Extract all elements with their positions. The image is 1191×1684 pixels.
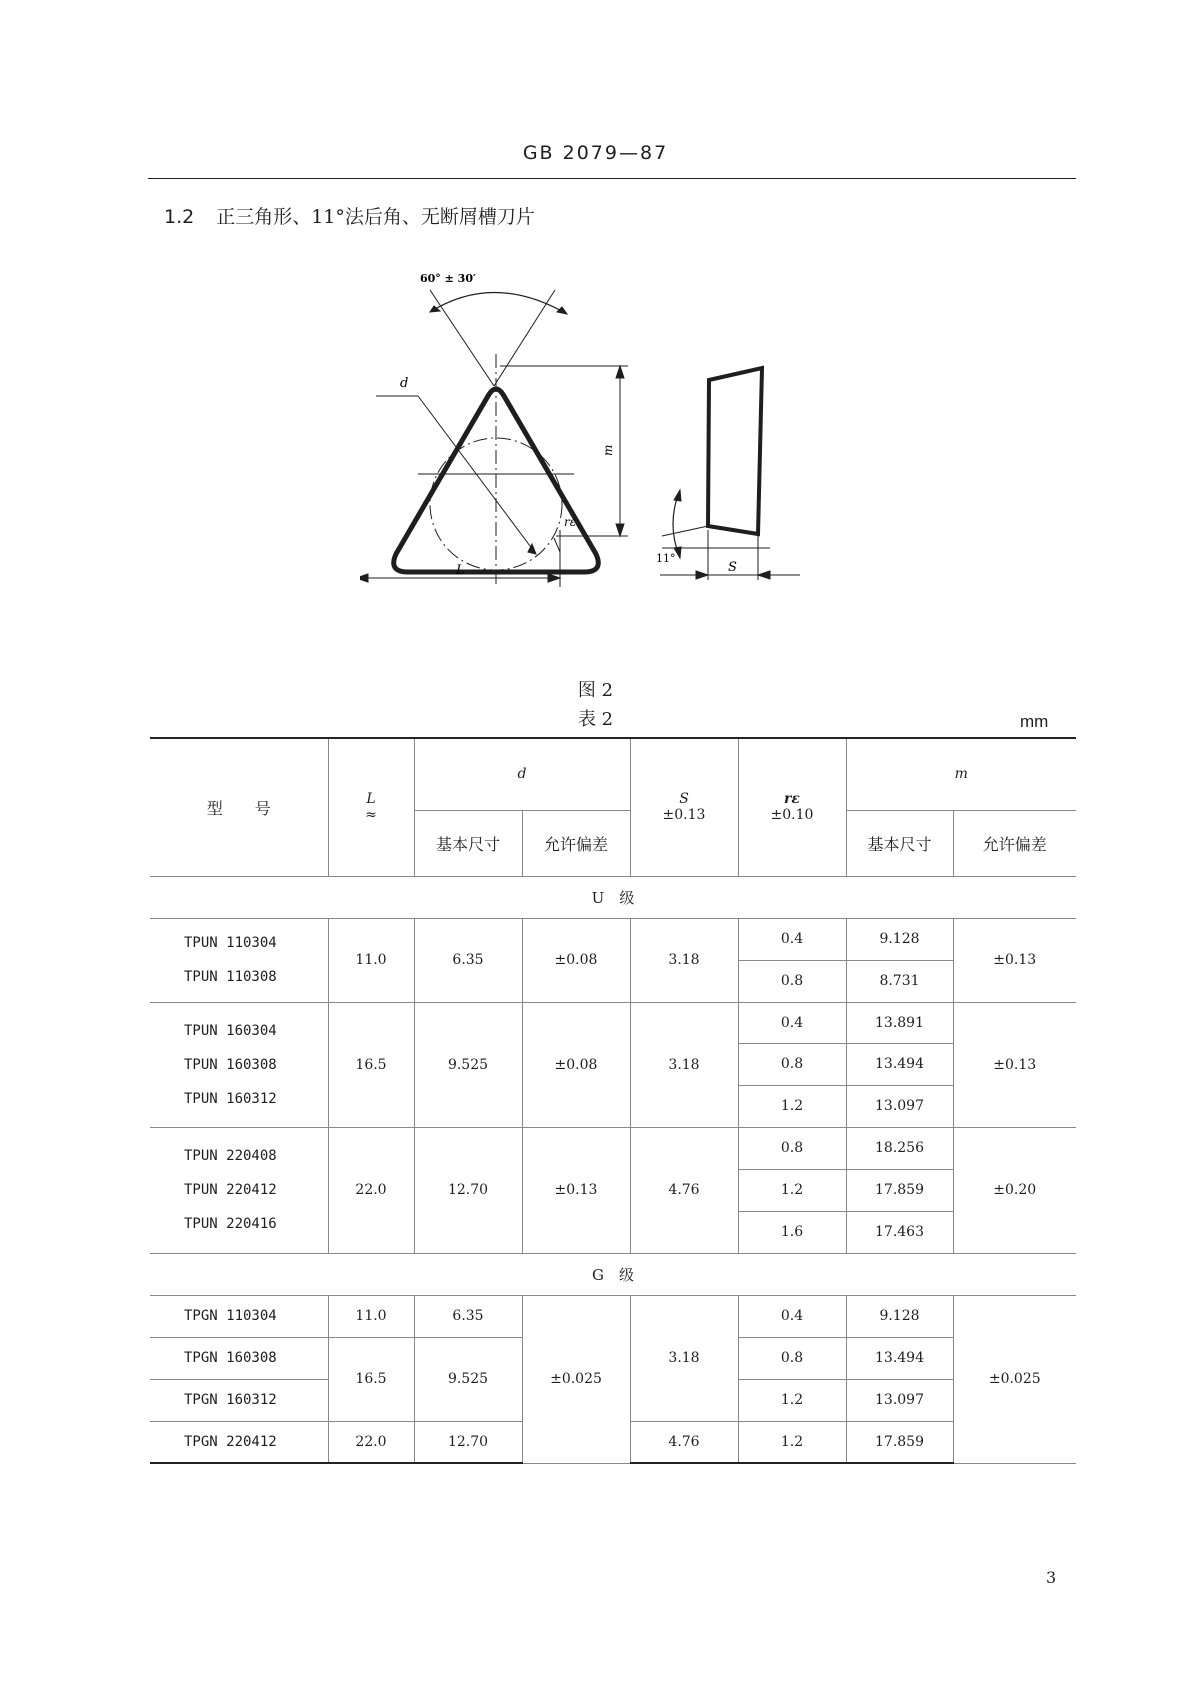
- model-cell: [150, 1002, 328, 1127]
- model-name: TPUN 160304: [184, 1022, 277, 1039]
- model-name: TPUN 160308: [184, 1056, 277, 1073]
- m-cell: 8.731: [846, 960, 953, 1002]
- header-r-symbol: rε: [784, 791, 800, 808]
- model-name: TPGN 110304: [184, 1308, 277, 1324]
- grade-u-label: U 级: [150, 876, 1076, 918]
- model-name: TPUN 220416: [184, 1216, 277, 1232]
- r-label: rε: [564, 515, 577, 529]
- model-cell: [150, 1127, 328, 1253]
- unit-label: mm: [1020, 712, 1049, 731]
- table-row: [150, 1295, 1076, 1337]
- table-row: [150, 918, 1076, 960]
- side-profile: [708, 368, 762, 534]
- r-cell: 0.8: [738, 1043, 846, 1085]
- triangle-view: [360, 290, 628, 587]
- model-name: TPGN 160308: [184, 1350, 277, 1366]
- document-code: GB 2079—87: [522, 142, 669, 164]
- L-cell: 16.5: [328, 1337, 414, 1421]
- angle-arc: [430, 292, 567, 314]
- header-L-symbol: L: [366, 791, 376, 808]
- m-tol-cell: ±0.20: [953, 1127, 1076, 1253]
- figure-caption: 图 2: [577, 680, 614, 701]
- grade-row-g: [150, 1253, 1076, 1295]
- header-s-symbol: S: [679, 791, 689, 808]
- m-cell: 9.128: [846, 1295, 953, 1337]
- d-tol-cell: ±0.13: [522, 1127, 630, 1253]
- m-cell: 13.097: [846, 1379, 953, 1421]
- r-cell: 1.6: [738, 1211, 846, 1253]
- section-heading: [164, 202, 535, 229]
- header-m: m: [846, 738, 1076, 810]
- r-cell: 0.8: [738, 960, 846, 1002]
- table-row: [150, 1002, 1076, 1043]
- model-name: TPGN 160312: [184, 1392, 277, 1408]
- L-arrow-right: [548, 574, 560, 582]
- m-tol-cell: ±0.13: [953, 1002, 1076, 1127]
- clearance-label: 11°: [656, 552, 676, 565]
- m-cell: 17.859: [846, 1169, 953, 1211]
- m-cell: 9.128: [846, 918, 953, 960]
- s-arrow-left: [696, 571, 708, 579]
- r-cell: 0.8: [738, 1127, 846, 1169]
- m-cell: 13.494: [846, 1043, 953, 1085]
- header-rule: [148, 178, 1076, 179]
- m-arrow-bottom: [616, 524, 624, 536]
- angle-arrow-right: [557, 307, 567, 314]
- s-cell: 4.76: [630, 1421, 738, 1463]
- model-cell: [150, 1295, 328, 1337]
- L-cell: 16.5: [328, 1002, 414, 1127]
- d-cell: 9.525: [414, 1337, 522, 1421]
- header-d-basic: 基本尺寸: [414, 810, 522, 876]
- r-cell: 0.4: [738, 1002, 846, 1043]
- s-arrow-right: [758, 571, 770, 579]
- L-cell: 22.0: [328, 1421, 414, 1463]
- s-cell: 3.18: [630, 918, 738, 1002]
- d-tol-cell: ±0.025: [522, 1295, 630, 1463]
- model-cell: [150, 1337, 328, 1379]
- header-r-tol: ±0.10: [770, 807, 814, 824]
- header-m-basic: 基本尺寸: [846, 810, 953, 876]
- m-tol-cell: ±0.025: [953, 1295, 1076, 1463]
- insert-drawing: [360, 262, 880, 642]
- m-cell: 17.859: [846, 1421, 953, 1463]
- section-title: 正三角形、11°法后角、无断屑槽刀片: [216, 206, 535, 228]
- d-tol-cell: ±0.08: [522, 1002, 630, 1127]
- r-cell: 0.4: [738, 1295, 846, 1337]
- model-cell: [150, 918, 328, 1002]
- angle-label: 60° ± 30′: [420, 272, 476, 285]
- model-name: TPUN 220408: [184, 1148, 277, 1164]
- model-name: TPUN 110304: [184, 935, 277, 951]
- s-cell: 3.18: [630, 1002, 738, 1127]
- s-label: S: [728, 560, 737, 575]
- d-cell: 12.70: [414, 1421, 522, 1463]
- d-cell: 9.525: [414, 1002, 522, 1127]
- dimensions-table: [150, 737, 1076, 1464]
- page-number: 3: [1046, 1568, 1057, 1587]
- r-cell: 1.2: [738, 1085, 846, 1127]
- m-cell: 13.097: [846, 1085, 953, 1127]
- s-cell: 4.76: [630, 1127, 738, 1253]
- model-cell: [150, 1379, 328, 1421]
- m-tol-cell: ±0.13: [953, 918, 1076, 1002]
- angle-ray-right: [494, 290, 555, 386]
- grade-row-u: [150, 876, 1076, 918]
- r-cell: 0.8: [738, 1337, 846, 1379]
- grade-g-label: G 级: [150, 1253, 1076, 1295]
- side-view: [660, 368, 800, 580]
- header-r: [738, 738, 846, 876]
- m-label: m: [601, 444, 615, 456]
- L-arrow-left: [360, 574, 368, 582]
- m-cell: 13.891: [846, 1002, 953, 1043]
- r-cell: 1.2: [738, 1379, 846, 1421]
- model-name: TPUN 110308: [184, 969, 277, 985]
- clearance-ref: [662, 526, 708, 536]
- header-s: [630, 738, 738, 876]
- L-label: L: [456, 563, 465, 578]
- table-caption: 表 2: [577, 709, 614, 730]
- section-number: 1.2: [164, 206, 195, 228]
- header-d: d: [414, 738, 630, 810]
- header-m-tol: 允许偏差: [953, 810, 1076, 876]
- header-L-approx: ≈: [365, 807, 377, 824]
- L-cell: 11.0: [328, 918, 414, 1002]
- m-arrow-top: [616, 366, 624, 378]
- d-tol-cell: ±0.08: [522, 918, 630, 1002]
- L-cell: 22.0: [328, 1127, 414, 1253]
- r-cell: 1.2: [738, 1421, 846, 1463]
- model-name: TPUN 160312: [184, 1090, 277, 1107]
- header-row: [150, 738, 1076, 810]
- r-leader: [554, 538, 560, 552]
- d-cell: 12.70: [414, 1127, 522, 1253]
- d-cell: 6.35: [414, 1295, 522, 1337]
- clearance-arrow-top: [674, 490, 681, 501]
- d-cell: 6.35: [414, 918, 522, 1002]
- m-cell: 13.494: [846, 1337, 953, 1379]
- model-cell: [150, 1421, 328, 1463]
- L-cell: 11.0: [328, 1295, 414, 1337]
- model-name: TPUN 220412: [184, 1182, 277, 1198]
- m-cell: 17.463: [846, 1211, 953, 1253]
- header-model: 型 号: [150, 738, 328, 876]
- table-row: [150, 1127, 1076, 1169]
- m-cell: 18.256: [846, 1127, 953, 1169]
- d-label: d: [400, 376, 409, 391]
- model-name: TPGN 220412: [184, 1433, 277, 1450]
- s-cell: 3.18: [630, 1295, 738, 1421]
- header-s-tol: ±0.13: [662, 807, 706, 824]
- header-L: [328, 738, 414, 876]
- header-d-tol: 允许偏差: [522, 810, 630, 876]
- angle-ray-left: [430, 290, 494, 386]
- r-cell: 1.2: [738, 1169, 846, 1211]
- r-cell: 0.4: [738, 918, 846, 960]
